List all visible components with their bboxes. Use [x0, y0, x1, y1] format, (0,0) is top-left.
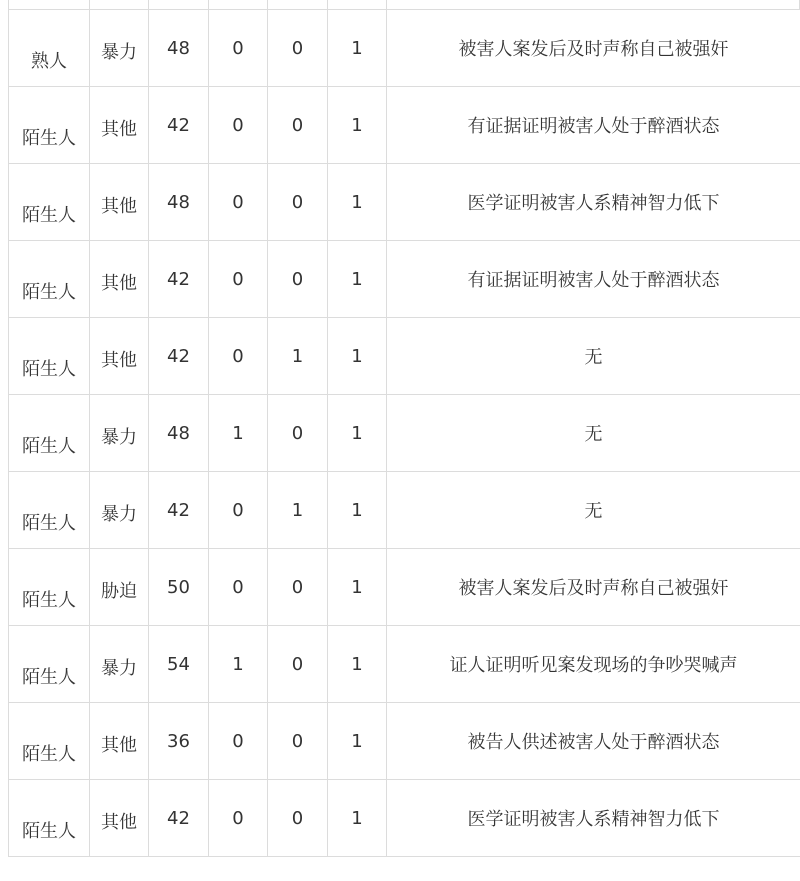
flag2-cell: 1	[268, 318, 328, 395]
flag1-cell: 0	[209, 87, 268, 164]
relation-cell-text: 陌生人	[22, 667, 76, 688]
relation-cell-text: 熟人	[31, 51, 67, 72]
age-cell: 48	[149, 395, 209, 472]
method-cell: 其他	[90, 241, 149, 318]
method-cell: 其他	[90, 164, 149, 241]
evidence-cell: 被害人案发后及时声称自己被强奸	[387, 549, 800, 626]
table-row	[9, 780, 800, 857]
method-cell: 暴力	[90, 472, 149, 549]
evidence-cell: 有证据证明被害人处于醉酒状态	[387, 87, 800, 164]
relation-cell	[9, 703, 90, 780]
table-row	[9, 703, 800, 780]
flag3-cell: 1	[328, 10, 387, 87]
table-row	[9, 626, 800, 703]
age-cell: 42	[149, 472, 209, 549]
age-cell: 48	[149, 10, 209, 87]
age-cell: 42	[149, 780, 209, 857]
relation-cell-text: 陌生人	[22, 205, 76, 226]
relation-cell	[9, 318, 90, 395]
flag3-cell: 1	[328, 626, 387, 703]
flag1-cell: 0	[209, 549, 268, 626]
age-cell: 42	[149, 318, 209, 395]
flag3-cell: 1	[328, 395, 387, 472]
age-cell: 54	[149, 626, 209, 703]
relation-cell-text: 陌生人	[22, 821, 76, 842]
flag1-cell: 0	[209, 241, 268, 318]
method-cell: 暴力	[90, 395, 149, 472]
table-top-continuation	[8, 0, 800, 9]
relation-cell	[9, 164, 90, 241]
flag1-cell: 0	[209, 164, 268, 241]
relation-cell-text: 陌生人	[22, 359, 76, 380]
table-row	[9, 395, 800, 472]
flag1-cell: 0	[209, 318, 268, 395]
relation-cell	[9, 87, 90, 164]
flag2-cell: 0	[268, 10, 328, 87]
age-cell: 36	[149, 703, 209, 780]
flag1-cell: 0	[209, 703, 268, 780]
evidence-cell: 无	[387, 318, 800, 395]
flag2-cell: 0	[268, 626, 328, 703]
flag2-cell: 0	[268, 241, 328, 318]
relation-cell	[9, 626, 90, 703]
evidence-cell: 被告人供述被害人处于醉酒状态	[387, 703, 800, 780]
age-cell: 42	[149, 87, 209, 164]
age-cell: 48	[149, 164, 209, 241]
relation-cell	[9, 780, 90, 857]
flag1-cell: 0	[209, 472, 268, 549]
evidence-cell: 证人证明听见案发现场的争吵哭喊声	[387, 626, 800, 703]
relation-cell-text: 陌生人	[22, 590, 76, 611]
evidence-cell: 被害人案发后及时声称自己被强奸	[387, 10, 800, 87]
flag1-cell: 1	[209, 395, 268, 472]
flag3-cell: 1	[328, 549, 387, 626]
relation-cell	[9, 395, 90, 472]
table-row	[9, 318, 800, 395]
table-row	[9, 10, 800, 87]
evidence-cell: 有证据证明被害人处于醉酒状态	[387, 241, 800, 318]
evidence-cell: 医学证明被害人系精神智力低下	[387, 164, 800, 241]
method-cell: 暴力	[90, 626, 149, 703]
flag3-cell: 1	[328, 780, 387, 857]
flag3-cell: 1	[328, 318, 387, 395]
relation-cell-text: 陌生人	[22, 128, 76, 149]
method-cell: 其他	[90, 318, 149, 395]
relation-cell	[9, 241, 90, 318]
relation-cell-text: 陌生人	[22, 282, 76, 303]
method-cell: 其他	[90, 87, 149, 164]
flag3-cell: 1	[328, 164, 387, 241]
flag2-cell: 1	[268, 472, 328, 549]
flag1-cell: 0	[209, 780, 268, 857]
flag3-cell: 1	[328, 87, 387, 164]
relation-cell-text: 陌生人	[22, 744, 76, 765]
method-cell: 其他	[90, 703, 149, 780]
flag2-cell: 0	[268, 395, 328, 472]
table-row	[9, 549, 800, 626]
method-cell: 暴力	[90, 10, 149, 87]
table-row	[9, 241, 800, 318]
flag2-cell: 0	[268, 703, 328, 780]
case-table-body	[9, 10, 800, 857]
flag2-cell: 0	[268, 780, 328, 857]
case-table	[8, 9, 800, 857]
relation-cell	[9, 10, 90, 87]
age-cell: 42	[149, 241, 209, 318]
flag2-cell: 0	[268, 87, 328, 164]
flag3-cell: 1	[328, 241, 387, 318]
method-cell: 其他	[90, 780, 149, 857]
flag1-cell: 1	[209, 626, 268, 703]
flag3-cell: 1	[328, 703, 387, 780]
evidence-cell: 无	[387, 395, 800, 472]
relation-cell	[9, 472, 90, 549]
flag1-cell: 0	[209, 10, 268, 87]
flag2-cell: 0	[268, 164, 328, 241]
evidence-cell: 无	[387, 472, 800, 549]
age-cell: 50	[149, 549, 209, 626]
table-row	[9, 164, 800, 241]
table-row	[9, 472, 800, 549]
method-cell: 胁迫	[90, 549, 149, 626]
relation-cell	[9, 549, 90, 626]
flag3-cell: 1	[328, 472, 387, 549]
evidence-cell: 医学证明被害人系精神智力低下	[387, 780, 800, 857]
flag2-cell: 0	[268, 549, 328, 626]
relation-cell-text: 陌生人	[22, 513, 76, 534]
table-row	[9, 87, 800, 164]
relation-cell-text: 陌生人	[22, 436, 76, 457]
